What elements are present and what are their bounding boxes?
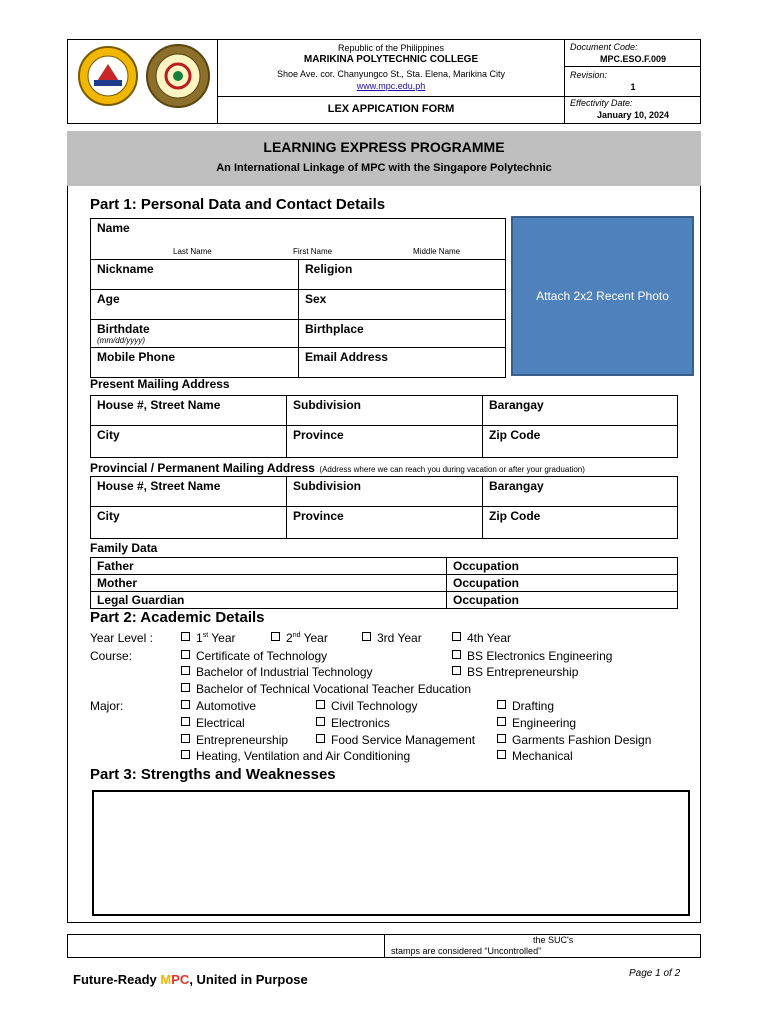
father-occupation-field[interactable] <box>447 558 678 575</box>
sex-field[interactable] <box>299 290 506 320</box>
checkbox-icon[interactable] <box>452 666 461 675</box>
permanent-address-label: Provincial / Permanent Mailing Address <box>90 461 315 475</box>
major-option-label: Drafting <box>512 699 555 713</box>
college-name: MARIKINA POLYTECHNIC COLLEGE <box>303 54 479 65</box>
year-1-number: 1 <box>196 631 203 645</box>
course-option[interactable] <box>181 665 373 679</box>
religion-label: Religion <box>305 262 353 276</box>
course-option-label: Bachelor of Technical Vocational Teacher Education <box>196 682 472 696</box>
checkbox-icon[interactable] <box>181 632 190 641</box>
checkbox-icon[interactable] <box>497 750 506 759</box>
college-address: Shoe Ave. cor. Chanyungco St., Sta. Elena, Marikina City <box>277 69 505 79</box>
age-label: Age <box>97 292 120 306</box>
year-4-label: 4th Year <box>467 631 512 645</box>
checkbox-icon[interactable] <box>316 734 325 743</box>
year-1-word: Year <box>208 631 236 645</box>
permanent-house-field[interactable] <box>91 477 287 507</box>
checkbox-icon[interactable] <box>181 750 190 759</box>
course-option-label: Certificate of Technology <box>196 649 328 663</box>
programme-subtitle: An International Linkage of MPC with the Singapore Polytechnic <box>216 162 552 174</box>
doc-code-label: Document Code: <box>570 42 638 52</box>
father-field[interactable] <box>91 558 447 575</box>
effectivity-date: January 10, 2024 <box>596 110 670 120</box>
permanent-city-label: City <box>97 509 120 523</box>
major-option[interactable] <box>497 699 554 713</box>
birthplace-label: Birthplace <box>305 322 364 336</box>
gear-seal-logo <box>144 42 212 110</box>
name-field[interactable] <box>91 219 506 260</box>
page-number: Page 1 of 2 <box>629 968 681 979</box>
permanent-zip-field[interactable] <box>483 507 678 539</box>
revision-label: Revision: <box>570 70 608 80</box>
checkbox-icon[interactable] <box>271 632 280 641</box>
control-note-line2: stamps are considered “Uncontrolled” <box>391 946 542 956</box>
checkbox-icon[interactable] <box>181 717 190 726</box>
year-3-label: 3rd Year <box>377 631 422 645</box>
present-house-label: House #, Street Name <box>97 398 221 412</box>
document-header <box>67 39 701 124</box>
permanent-address-note: (Address where we can reach you during vacation or after your graduation) <box>319 465 585 474</box>
year-2-number: 2 <box>286 631 293 645</box>
permanent-address-heading <box>90 459 585 477</box>
major-option-label: Garments Fashion Design <box>512 733 652 747</box>
father-label: Father <box>97 559 134 573</box>
major-option-label: Mechanical <box>512 749 573 763</box>
republic-text: Republic of the Philippines <box>337 43 445 53</box>
permanent-house-label: House #, Street Name <box>97 479 221 493</box>
checkbox-icon[interactable] <box>181 650 190 659</box>
part2-heading: Part 2: Academic Details <box>90 609 265 626</box>
birthdate-format-hint: (mm/dd/yyyy) <box>97 336 145 345</box>
strengths-weaknesses-textarea[interactable] <box>92 790 690 916</box>
year-2-suffix: nd <box>292 632 301 639</box>
present-city-label: City <box>97 428 120 442</box>
present-address-table <box>90 395 678 458</box>
checkbox-icon[interactable] <box>316 700 325 709</box>
major-option[interactable] <box>181 733 288 747</box>
personal-data-table <box>90 218 506 378</box>
guardian-label: Legal Guardian <box>97 593 185 607</box>
mother-occupation-field[interactable] <box>447 575 678 592</box>
present-address-heading: Present Mailing Address <box>90 377 230 391</box>
control-note-box <box>67 934 701 958</box>
checkbox-icon[interactable] <box>181 734 190 743</box>
major-option-label: Engineering <box>512 716 577 730</box>
tagline-start: Future-Ready <box>73 972 161 987</box>
birthdate-label: Birthdate <box>97 322 150 336</box>
checkbox-icon[interactable] <box>452 632 461 641</box>
major-option[interactable] <box>181 699 256 713</box>
guardian-occupation-field[interactable] <box>447 592 678 609</box>
present-house-field[interactable] <box>91 396 287 426</box>
major-option-label: Heating, Ventilation and Air Conditioning <box>196 749 411 763</box>
birthdate-field[interactable] <box>91 320 299 348</box>
major-option[interactable] <box>316 699 418 713</box>
father-occupation-label: Occupation <box>453 559 520 573</box>
guardian-field[interactable] <box>91 592 447 609</box>
permanent-address-table <box>90 476 678 539</box>
year-2-option[interactable] <box>271 631 328 645</box>
tagline-m: M <box>160 972 172 987</box>
mobile-phone-field[interactable] <box>91 348 299 378</box>
mother-occupation-label: Occupation <box>453 576 520 590</box>
footer-tagline <box>73 972 308 987</box>
present-barangay-label: Barangay <box>489 398 544 412</box>
course-option[interactable] <box>181 682 471 696</box>
birthplace-field[interactable] <box>299 320 506 348</box>
present-zip-label: Zip Code <box>489 428 541 442</box>
photo-placeholder-text: Attach 2x2 Recent Photo <box>536 289 669 303</box>
first-name-label: First Name <box>293 247 333 256</box>
photo-placeholder[interactable] <box>511 216 694 376</box>
mobile-phone-label: Mobile Phone <box>97 350 175 364</box>
year-4-option[interactable] <box>452 631 511 645</box>
checkbox-icon[interactable] <box>181 700 190 709</box>
year-1-suffix: st <box>202 632 209 639</box>
course-option[interactable] <box>452 649 612 663</box>
form-title: LEX APPICATION FORM <box>327 103 455 115</box>
major-option-label: Entrepreneurship <box>196 733 289 747</box>
permanent-subdivision-field[interactable] <box>287 477 483 507</box>
major-option[interactable] <box>316 733 475 747</box>
year-2-word: Year <box>300 631 328 645</box>
major-option-label: Electrical <box>196 716 245 730</box>
course-label: Course: <box>90 649 133 663</box>
revision-value: 1 <box>630 82 636 92</box>
major-option[interactable] <box>181 716 245 730</box>
nickname-field[interactable] <box>91 260 299 290</box>
major-label: Major: <box>90 699 124 713</box>
last-name-label: Last Name <box>173 247 212 256</box>
mother-label: Mother <box>97 576 137 590</box>
present-city-field[interactable] <box>91 426 287 458</box>
major-option[interactable] <box>497 716 576 730</box>
programme-title: LEARNING EXPRESS PROGRAMME <box>263 139 505 155</box>
checkbox-icon[interactable] <box>497 734 506 743</box>
guardian-occupation-label: Occupation <box>453 593 520 607</box>
permanent-zip-label: Zip Code <box>489 509 541 523</box>
email-field[interactable] <box>299 348 506 378</box>
mother-field[interactable] <box>91 575 447 592</box>
permanent-subdivision-label: Subdivision <box>293 479 362 493</box>
major-option[interactable] <box>181 749 410 763</box>
present-zip-field[interactable] <box>483 426 678 458</box>
year-3-option[interactable] <box>362 631 422 645</box>
effectivity-label: Effectivity Date: <box>570 98 633 108</box>
tagline-pc: PC <box>171 972 190 987</box>
middle-name-label: Middle Name <box>413 247 461 256</box>
major-option-label: Food Service Management <box>331 733 476 747</box>
course-option[interactable] <box>452 665 578 679</box>
tagline-end: , United in Purpose <box>189 972 308 987</box>
checkbox-icon[interactable] <box>362 632 371 641</box>
doc-code: MPC.ESO.F.009 <box>599 54 667 64</box>
course-option-label: BS Electronics Engineering <box>467 649 613 663</box>
major-option-label: Automotive <box>196 699 257 713</box>
year-level-label: Year Level : <box>90 631 153 645</box>
checkbox-icon[interactable] <box>181 666 190 675</box>
present-subdivision-field[interactable] <box>287 396 483 426</box>
control-note-line1: the SUC's <box>533 935 574 945</box>
email-label: Email Address <box>305 350 388 364</box>
present-province-label: Province <box>293 428 344 442</box>
major-option[interactable] <box>316 716 390 730</box>
permanent-province-field[interactable] <box>287 507 483 539</box>
year-1-option[interactable] <box>181 631 236 645</box>
major-option[interactable] <box>497 749 573 763</box>
present-barangay-field[interactable] <box>483 396 678 426</box>
major-option[interactable] <box>497 733 651 747</box>
nickname-label: Nickname <box>97 262 154 276</box>
college-seal-logo <box>76 44 140 108</box>
family-data-table <box>90 557 678 609</box>
checkbox-icon[interactable] <box>497 700 506 709</box>
part1-heading: Part 1: Personal Data and Contact Details <box>90 196 386 213</box>
course-option[interactable] <box>181 649 327 663</box>
religion-field[interactable] <box>299 260 506 290</box>
checkbox-icon[interactable] <box>181 683 190 692</box>
name-label: Name <box>97 221 130 235</box>
permanent-city-field[interactable] <box>91 507 287 539</box>
checkbox-icon[interactable] <box>452 650 461 659</box>
present-province-field[interactable] <box>287 426 483 458</box>
checkbox-icon[interactable] <box>497 717 506 726</box>
major-option-label: Electronics <box>331 716 390 730</box>
checkbox-icon[interactable] <box>316 717 325 726</box>
major-option-label: Civil Technology <box>331 699 418 713</box>
present-subdivision-label: Subdivision <box>293 398 362 412</box>
course-option-label: BS Entrepreneurship <box>467 665 579 679</box>
college-website-link[interactable]: www.mpc.edu.ph <box>356 81 426 91</box>
permanent-province-label: Province <box>293 509 344 523</box>
course-option-label: Bachelor of Industrial Technology <box>196 665 373 679</box>
permanent-barangay-label: Barangay <box>489 479 544 493</box>
sex-label: Sex <box>305 292 327 306</box>
family-data-heading: Family Data <box>90 541 158 555</box>
age-field[interactable] <box>91 290 299 320</box>
part3-heading: Part 3: Strengths and Weaknesses <box>90 766 336 783</box>
permanent-barangay-field[interactable] <box>483 477 678 507</box>
